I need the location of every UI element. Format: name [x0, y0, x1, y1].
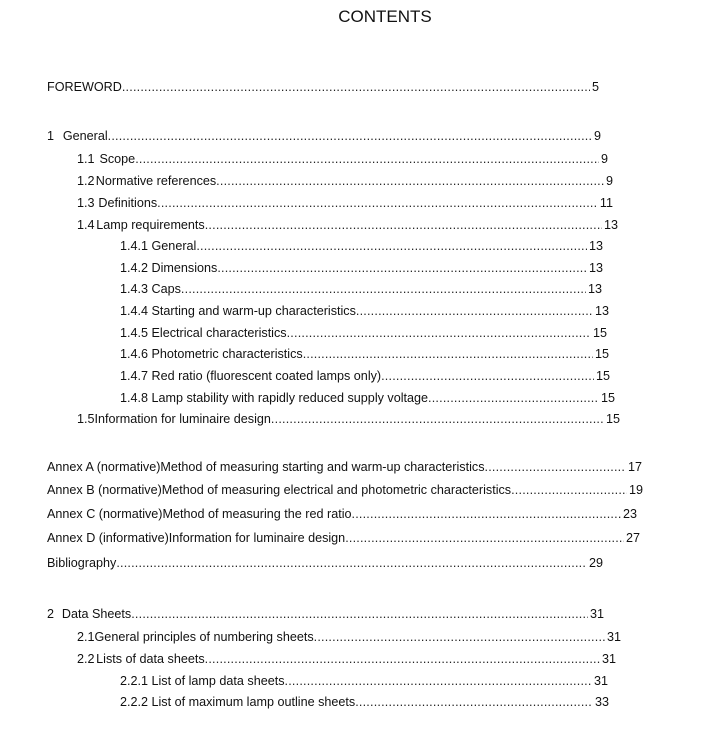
toc-page: 11	[599, 196, 613, 210]
toc-number: 1.4	[77, 218, 95, 232]
toc-label: Data Sheets	[61, 607, 132, 621]
toc-entry-1-4-5[interactable]	[120, 326, 607, 344]
dot-leader	[314, 630, 605, 644]
toc-entry-2-2-1[interactable]	[120, 674, 608, 692]
toc-page: 15	[592, 326, 607, 340]
toc-entry-1-4[interactable]	[77, 218, 618, 236]
toc-number: 2.2	[77, 652, 95, 666]
dot-leader	[135, 152, 599, 166]
dot-leader	[428, 391, 599, 405]
dot-leader	[303, 347, 593, 361]
toc-label: Definitions	[98, 196, 158, 210]
dot-leader	[108, 129, 592, 143]
toc-page: 9	[600, 152, 608, 166]
toc-entry-section-2[interactable]	[47, 607, 604, 625]
toc-entry-bibliography[interactable]	[47, 556, 603, 574]
toc-entry-1-4-4[interactable]	[120, 304, 609, 322]
annex-name: Annex A (normative)	[47, 460, 161, 474]
toc-number: 1.3	[77, 196, 95, 210]
toc-page: 33	[594, 695, 609, 709]
toc-page: 13	[603, 218, 618, 232]
dot-leader	[122, 80, 590, 94]
dot-leader	[131, 607, 588, 621]
dot-leader	[181, 282, 586, 296]
toc-entry-1-4-6[interactable]	[120, 347, 609, 365]
toc-page: 23	[622, 507, 637, 521]
toc-label: 1.4.5 Electrical characteristics	[120, 326, 287, 340]
toc-entry-annex-c[interactable]	[47, 507, 637, 525]
toc-label: 1.4.7 Red ratio (fluorescent coated lamps only)	[120, 369, 382, 383]
toc-page: 15	[594, 347, 609, 361]
toc-entry-1-1[interactable]	[77, 152, 608, 170]
toc-entry-1-4-3[interactable]	[120, 282, 602, 300]
toc-page: 31	[593, 674, 608, 688]
toc-label: Method of measuring electrical and photometric characteristics	[161, 483, 512, 497]
toc-number: 2	[47, 607, 55, 621]
toc-number: 1.2	[77, 174, 95, 188]
toc-label: Lamp requirements	[96, 218, 205, 232]
toc-label: 1.4.8 Lamp stability with rapidly reduced supply voltage	[120, 391, 429, 405]
toc-entry-foreword[interactable]	[47, 80, 599, 98]
page-title: CONTENTS	[338, 7, 432, 26]
toc-number: 1.1	[77, 152, 95, 166]
toc-label: FOREWORD	[47, 80, 122, 94]
toc-page: 31	[606, 630, 621, 644]
toc-label: Scope	[99, 152, 136, 166]
dot-leader	[287, 326, 591, 340]
dot-leader	[217, 261, 587, 275]
toc-page: 13	[588, 239, 603, 253]
toc-page: 17	[627, 460, 642, 474]
dot-leader	[356, 304, 593, 318]
toc-page: 9	[593, 129, 601, 143]
toc-page: 19	[628, 483, 643, 497]
annex-name: Annex B (normative)	[47, 483, 162, 497]
toc-page: 31	[601, 652, 616, 666]
toc-label: Lists of data sheets	[96, 652, 205, 666]
toc-entry-1-4-2[interactable]	[120, 261, 603, 279]
toc-page: 15	[605, 412, 620, 426]
dot-leader	[271, 412, 604, 426]
toc-page: 13	[594, 304, 609, 318]
toc-page: 29	[588, 556, 603, 570]
toc-page: 13	[588, 261, 603, 275]
toc-entry-1-3[interactable]	[77, 196, 613, 214]
toc-entry-annex-b[interactable]	[47, 483, 643, 501]
dot-leader	[216, 174, 604, 188]
dot-leader	[485, 460, 626, 474]
toc-page: 13	[587, 282, 602, 296]
dot-leader	[511, 483, 627, 497]
toc-page: 9	[605, 174, 613, 188]
dot-leader	[381, 369, 594, 383]
toc-page: 27	[625, 531, 640, 545]
toc-label: Method of measuring starting and warm-up characteristics	[160, 460, 485, 474]
toc-entry-2-2-2[interactable]	[120, 695, 609, 713]
toc-label: 2.2.1 List of lamp data sheets	[120, 674, 285, 688]
toc-label: 2.2.2 List of maximum lamp outline sheets	[120, 695, 356, 709]
toc-entry-1-4-1[interactable]	[120, 239, 603, 257]
toc-label: Bibliography	[47, 556, 117, 570]
toc-entry-1-4-7[interactable]	[120, 369, 610, 387]
toc-entry-section-1[interactable]	[47, 129, 601, 147]
toc-entry-annex-a[interactable]	[47, 460, 642, 478]
toc-entry-1-4-8[interactable]	[120, 391, 615, 409]
toc-label: 1.4.2 Dimensions	[120, 261, 218, 275]
toc-entry-1-5[interactable]	[77, 412, 620, 430]
toc-label: 1.4.6 Photometric characteristics	[120, 347, 303, 361]
dot-leader	[355, 695, 593, 709]
toc-label: General principles of numbering sheets	[94, 630, 314, 644]
toc-label: Information for luminaire design	[94, 412, 271, 426]
dot-leader	[116, 556, 587, 570]
toc-label: Method of measuring the red ratio	[162, 507, 352, 521]
toc-label: 1.4.3 Caps	[120, 282, 181, 296]
toc-label: 1.4.1 General	[120, 239, 197, 253]
annex-name: Annex C (normative)	[47, 507, 163, 521]
dot-leader	[345, 531, 624, 545]
annex-name: Annex D (informative)	[47, 531, 169, 545]
dot-leader	[205, 218, 602, 232]
toc-entry-2-2[interactable]	[77, 652, 616, 670]
toc-label: General	[62, 129, 108, 143]
dot-leader	[196, 239, 587, 253]
toc-number: 1.5	[77, 412, 95, 426]
toc-entry-1-2[interactable]	[77, 174, 613, 192]
dot-leader	[157, 196, 598, 210]
dot-leader	[352, 507, 621, 521]
toc-label: 1.4.4 Starting and warm-up characteristics	[120, 304, 356, 318]
toc-label: Information for luminaire design	[168, 531, 346, 545]
dot-leader	[205, 652, 600, 666]
toc-page: 15	[595, 369, 610, 383]
toc-page: 5	[591, 80, 599, 94]
toc-number: 1	[47, 129, 55, 143]
toc-entry-2-1[interactable]	[77, 630, 621, 648]
toc-page: 31	[589, 607, 604, 621]
toc-label: Normative references	[95, 174, 217, 188]
toc-number: 2.1	[77, 630, 95, 644]
toc-entry-annex-d[interactable]	[47, 531, 640, 549]
dot-leader	[285, 674, 592, 688]
toc-page: 15	[600, 391, 615, 405]
